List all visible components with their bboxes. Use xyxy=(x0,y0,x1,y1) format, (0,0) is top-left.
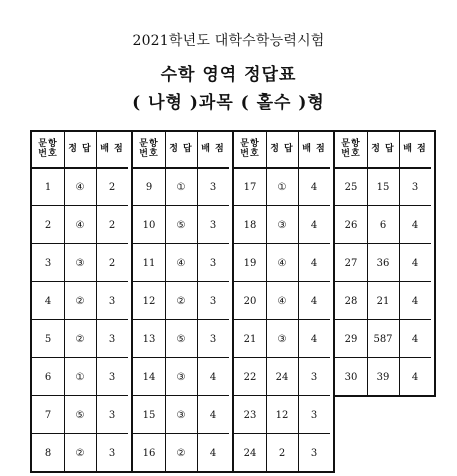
row-divider xyxy=(335,167,431,169)
row-divider xyxy=(32,319,128,320)
row-divider xyxy=(234,357,330,358)
answer-value: ③ xyxy=(277,333,287,345)
score-value: 2 xyxy=(108,181,116,193)
group-divider xyxy=(30,130,32,472)
answer-value: ⑤ xyxy=(176,219,186,231)
question-number: 17 xyxy=(243,181,257,193)
row-divider xyxy=(32,433,128,434)
column-divider xyxy=(367,130,368,396)
question-number: 28 xyxy=(344,295,358,307)
answer-value: 39 xyxy=(376,371,390,383)
header-score: 배 점 xyxy=(100,144,124,154)
answer-value: ② xyxy=(176,447,186,459)
question-number: 25 xyxy=(344,181,358,193)
table-border-bottom xyxy=(333,395,436,397)
answer-value: ② xyxy=(75,295,85,307)
question-number: 27 xyxy=(344,257,358,269)
answer-value: 587 xyxy=(373,333,393,345)
column-divider xyxy=(399,130,400,396)
score-value: 3 xyxy=(411,181,419,193)
table-border-top xyxy=(333,130,436,132)
header-score: 배 점 xyxy=(201,144,225,154)
row-divider xyxy=(335,357,431,358)
answer-value: ① xyxy=(176,181,186,193)
row-divider xyxy=(234,433,330,434)
header-answer: 정 답 xyxy=(270,144,294,154)
answer-value: ④ xyxy=(75,219,85,231)
answer-value: ③ xyxy=(75,257,85,269)
header-number: 문항 번호 xyxy=(139,139,159,159)
answer-value: 15 xyxy=(376,181,390,193)
score-value: 4 xyxy=(209,409,217,421)
question-number: 22 xyxy=(243,371,257,383)
row-divider xyxy=(234,205,330,206)
header-score: 배 점 xyxy=(403,144,427,154)
question-number: 13 xyxy=(142,333,156,345)
subject-type-title: ( 나형 )과목 ( 홀수 )형 xyxy=(132,93,325,113)
question-number: 3 xyxy=(44,257,52,269)
answer-value: ④ xyxy=(75,181,85,193)
answer-value: 12 xyxy=(275,409,289,421)
row-divider xyxy=(133,243,229,244)
question-number: 21 xyxy=(243,333,257,345)
question-number: 7 xyxy=(44,409,52,421)
score-value: 4 xyxy=(310,219,318,231)
column-divider xyxy=(266,130,267,472)
answer-value: ④ xyxy=(176,257,186,269)
row-divider xyxy=(32,243,128,244)
score-value: 3 xyxy=(310,409,318,421)
answer-value: ③ xyxy=(176,371,186,383)
question-number: 4 xyxy=(44,295,52,307)
score-value: 4 xyxy=(209,447,217,459)
score-value: 3 xyxy=(209,257,217,269)
score-value: 4 xyxy=(411,295,419,307)
row-divider xyxy=(32,167,128,169)
question-number: 24 xyxy=(243,447,257,459)
score-value: 3 xyxy=(209,295,217,307)
column-divider xyxy=(165,130,166,472)
question-number: 5 xyxy=(44,333,52,345)
header-answer: 정 답 xyxy=(371,144,395,154)
row-divider xyxy=(133,395,229,396)
answer-value: 24 xyxy=(275,371,289,383)
row-divider xyxy=(234,319,330,320)
answer-value: ① xyxy=(277,181,287,193)
answer-value: ② xyxy=(176,295,186,307)
header-number: 문항 번호 xyxy=(38,139,58,159)
score-value: 3 xyxy=(108,333,116,345)
question-number: 12 xyxy=(142,295,156,307)
row-divider xyxy=(335,243,431,244)
column-divider xyxy=(298,130,299,472)
question-number: 9 xyxy=(145,181,153,193)
group-divider xyxy=(232,130,234,472)
header-answer: 정 답 xyxy=(68,144,92,154)
header-number: 문항 번호 xyxy=(240,139,260,159)
answer-value: 2 xyxy=(278,447,286,459)
answer-value: 6 xyxy=(379,219,387,231)
score-value: 4 xyxy=(310,181,318,193)
header-answer: 정 답 xyxy=(169,144,193,154)
answer-value: ⑤ xyxy=(75,409,85,421)
row-divider xyxy=(335,205,431,206)
table-border-bottom xyxy=(131,471,234,473)
row-divider xyxy=(234,167,330,169)
row-divider xyxy=(133,281,229,282)
answer-value: ① xyxy=(75,371,85,383)
question-number: 26 xyxy=(344,219,358,231)
column-divider xyxy=(197,130,198,472)
table-border-right xyxy=(434,130,436,397)
answer-value: 21 xyxy=(376,295,390,307)
score-value: 3 xyxy=(209,333,217,345)
score-value: 4 xyxy=(411,219,419,231)
question-number: 19 xyxy=(243,257,257,269)
group-divider xyxy=(333,130,335,472)
score-value: 3 xyxy=(310,371,318,383)
row-divider xyxy=(32,205,128,206)
answer-value: 36 xyxy=(376,257,390,269)
score-value: 3 xyxy=(108,295,116,307)
table-border-bottom xyxy=(232,471,335,473)
row-divider xyxy=(234,395,330,396)
group-divider xyxy=(131,130,133,472)
table-border-top xyxy=(131,130,234,132)
table-border-top xyxy=(232,130,335,132)
score-value: 3 xyxy=(108,447,116,459)
table-border-top xyxy=(30,130,133,132)
question-number: 30 xyxy=(344,371,358,383)
answer-key-title: 수학 영역 정답표 xyxy=(160,65,297,85)
score-value: 3 xyxy=(310,447,318,459)
answer-value: ② xyxy=(75,333,85,345)
row-divider xyxy=(133,433,229,434)
question-number: 1 xyxy=(44,181,52,193)
question-number: 29 xyxy=(344,333,358,345)
question-number: 20 xyxy=(243,295,257,307)
answer-value: ③ xyxy=(176,409,186,421)
row-divider xyxy=(133,357,229,358)
row-divider xyxy=(32,395,128,396)
question-number: 18 xyxy=(243,219,257,231)
answer-value: ④ xyxy=(277,257,287,269)
score-value: 3 xyxy=(209,181,217,193)
question-number: 15 xyxy=(142,409,156,421)
score-value: 3 xyxy=(108,371,116,383)
header-score: 배 점 xyxy=(302,144,326,154)
row-divider xyxy=(133,205,229,206)
row-divider xyxy=(133,167,229,169)
exam-title: 2021학년도 대학수학능력시험 xyxy=(132,33,325,49)
score-value: 3 xyxy=(209,219,217,231)
row-divider xyxy=(234,243,330,244)
header-number: 문항 번호 xyxy=(341,139,361,159)
score-value: 4 xyxy=(411,371,419,383)
question-number: 2 xyxy=(44,219,52,231)
score-value: 4 xyxy=(209,371,217,383)
answer-value: ② xyxy=(75,447,85,459)
answer-value: ④ xyxy=(277,295,287,307)
column-divider xyxy=(96,130,97,472)
answer-key-table xyxy=(30,130,434,476)
question-number: 16 xyxy=(142,447,156,459)
score-value: 2 xyxy=(108,219,116,231)
question-number: 6 xyxy=(44,371,52,383)
table-border-bottom xyxy=(30,471,133,473)
answer-value: ③ xyxy=(277,219,287,231)
score-value: 4 xyxy=(310,257,318,269)
column-divider xyxy=(64,130,65,472)
question-number: 11 xyxy=(142,257,156,269)
question-number: 8 xyxy=(44,447,52,459)
row-divider xyxy=(32,357,128,358)
score-value: 4 xyxy=(310,295,318,307)
score-value: 2 xyxy=(108,257,116,269)
row-divider xyxy=(133,319,229,320)
row-divider xyxy=(32,281,128,282)
question-number: 14 xyxy=(142,371,156,383)
score-value: 4 xyxy=(411,333,419,345)
score-value: 3 xyxy=(108,409,116,421)
answer-value: ⑤ xyxy=(176,333,186,345)
question-number: 23 xyxy=(243,409,257,421)
score-value: 4 xyxy=(411,257,419,269)
row-divider xyxy=(335,281,431,282)
row-divider xyxy=(234,281,330,282)
row-divider xyxy=(335,319,431,320)
score-value: 4 xyxy=(310,333,318,345)
question-number: 10 xyxy=(142,219,156,231)
